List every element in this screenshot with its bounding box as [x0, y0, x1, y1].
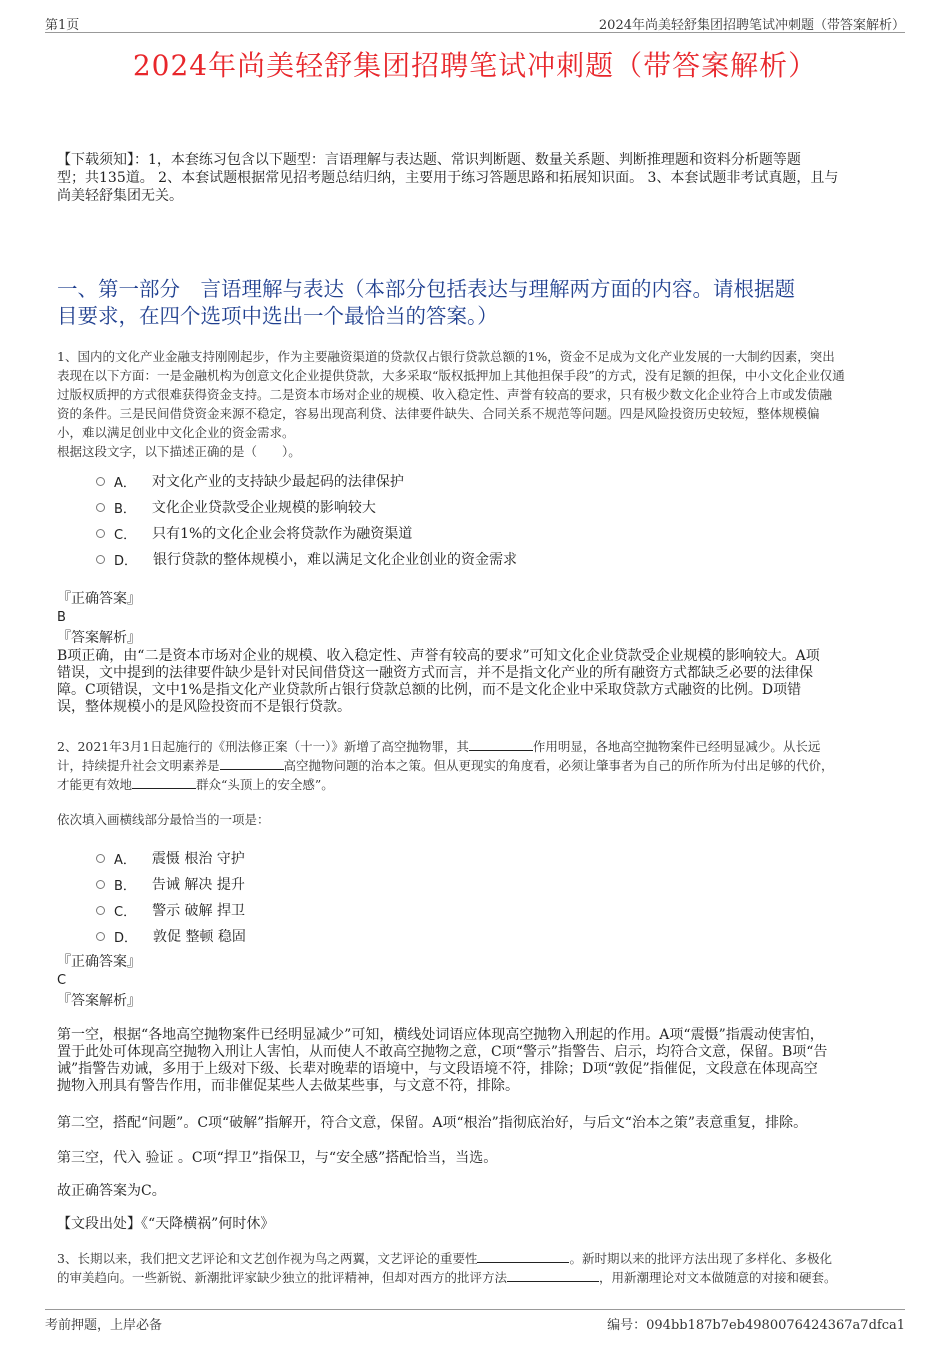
stem-line: 才能更有效地 群众“头顶上的安全感”。: [57, 777, 334, 792]
analysis-line: 第一空，根据“各地高空抛物案件已经明显减少”可知，横线处词语应体现高空抛物入刑起的作用。A项“震慑”指震动使害怕，: [57, 1027, 824, 1043]
q2-analysis-blank2: 第二空，搭配“问题”。C项“破解”指解开，符合文意，保留。A项“根治”指彻底治好，与后文“治本之策”表意重复，排除。: [57, 1115, 808, 1131]
option-letter: A．: [114, 852, 136, 868]
q1-analysis-heading: 『答案解析』: [57, 630, 141, 646]
stem-line: 小，难以满足创业中文化企业的资金需求。: [57, 425, 295, 440]
analysis-line: 障。C项错误，文中1%是指文化产业贷款所占银行贷款总额的比例，而不是文化企业中采取贷款方式融资的比例。D项错: [57, 682, 802, 698]
download-notice: [57, 151, 897, 205]
option-letter: C．: [114, 904, 137, 920]
analysis-line: 置于此处可体现高空抛物入刑让人害怕，从而使人不敢高空抛物之意，C项“警示”指警告、启示，均符合文意，保留。B项“告: [57, 1044, 828, 1060]
q2-option-c[interactable]: [96, 900, 245, 920]
header-divider: [45, 32, 905, 33]
radio-icon[interactable]: [96, 932, 105, 941]
footer-divider: [45, 1309, 905, 1310]
section-heading: [57, 276, 897, 330]
q2-analysis-heading: 『答案解析』: [57, 993, 141, 1009]
option-letter: A．: [114, 475, 136, 491]
page-title: 2024年尚美轻舒集团招聘笔试冲刺题（带答案解析）: [132, 49, 818, 82]
q1-option-c[interactable]: [96, 523, 412, 543]
radio-icon[interactable]: [96, 503, 105, 512]
stem-line: 1、国内的文化产业金融支持刚刚起步，作为主要融资渠道的贷款仅占银行贷款总额的1%，资金不足成为文化产业发展的一大制约因素，突出: [57, 349, 835, 364]
fill-blank: [132, 788, 196, 789]
q1-answer-heading: 『正确答案』: [57, 591, 141, 607]
stem-line: 2、2021年3月1日起施行的《刑法修正案（十一）》新增了高空抛物罪，其 作用明显，各地高空抛物案件已经明显减少。从长远: [57, 739, 821, 754]
stem-line: 的审美趋向。一些新锐、新潮批评家缺少独立的批评精神，但却对西方的批评方法 ，用新潮理论对文本做随意的对接和硬套。: [57, 1270, 837, 1285]
option-text: 文化企业贷款受企业规模的影响较大: [151, 500, 376, 516]
q2-source: 【文段出处】《“天降横祸”何时休》: [57, 1216, 275, 1232]
notice-line: 型；共135道。 2、本套试题根据常见招考题总结归纳，主要用于练习答题思路和拓展知识面。 3、本套试题非考试真题，且与: [57, 170, 839, 186]
question-3-stem: [57, 1249, 907, 1287]
q1-analysis: [57, 648, 889, 716]
option-text: 震慑 根治 守护: [151, 851, 245, 867]
option-text: 警示 破解 捍卫: [152, 903, 245, 919]
footer-serial: 编号：094bb187b7eb4980076424367a7dfca1: [607, 1318, 905, 1333]
option-letter: D．: [114, 553, 138, 569]
q1-option-b[interactable]: [96, 497, 376, 517]
q2-option-b[interactable]: [96, 874, 245, 894]
fill-blank: [220, 769, 284, 770]
q1-option-d[interactable]: [96, 549, 517, 569]
page-number: 第1页: [45, 18, 80, 33]
analysis-line: 误，整体规模小的是风险投资而不是银行贷款。: [57, 699, 351, 715]
q2-option-d[interactable]: [96, 926, 246, 946]
section-heading-line: 一、第一部分 言语理解与表达（本部分包括表达与理解两方面的内容。请根据题: [57, 277, 795, 301]
radio-icon[interactable]: [96, 906, 105, 915]
footer-slogan: 考前押题，上岸必备: [45, 1318, 163, 1333]
option-text: 告诫 解决 提升: [151, 877, 245, 893]
option-text: 对文化产业的支持缺少最起码的法律保护: [151, 474, 404, 490]
notice-line: 【下载须知】：1，本套练习包含以下题型：言语理解与表达题、常识判断题、数量关系题、判断推理题和资料分析题等题: [57, 152, 801, 168]
analysis-line: 诫”指警告劝诫，多用于上级对下级、长辈对晚辈的语境中，与文段语境不符，排除；D项“敦促”指催促，文段意在体现高空: [57, 1061, 818, 1077]
stem-line: 3、长期以来，我们把文艺评论和文艺创作视为鸟之两翼，文艺评论的重要性 。新时期以来的批评方法出现了多样化、多极化: [57, 1251, 832, 1266]
question-2-stem: [57, 737, 907, 794]
q1-answer: B: [57, 610, 66, 625]
question-1-stem: [57, 347, 902, 461]
q2-option-a[interactable]: [96, 848, 245, 868]
header-doc-title: 2024年尚美轻舒集团招聘笔试冲刺题（带答案解析）: [598, 18, 905, 33]
radio-icon[interactable]: [96, 555, 105, 564]
stem-line: 过版权质押的方式很难获得资金支持。二是资本市场对企业的规模、收入稳定性、声誉有较高的要求，只有极少数文化企业符合上市或发债融: [57, 387, 833, 402]
analysis-line: B项正确，由“二是资本市场对企业的规模、收入稳定性、声誉有较高的要求”可知文化企业贷款受企业规模的影响较大。A项: [57, 648, 820, 664]
option-letter: B．: [114, 501, 136, 517]
stem-line: 计，持续提升社会文明素养是 高空抛物问题的治本之策。但从更现实的角度看，必须让肇事者为自己的所作所为付出足够的代价，: [57, 758, 834, 773]
q1-option-a[interactable]: [96, 471, 404, 491]
radio-icon[interactable]: [96, 880, 105, 889]
radio-icon[interactable]: [96, 854, 105, 863]
fill-blank: [469, 750, 533, 751]
fill-blank: [477, 1262, 569, 1263]
option-text: 只有1%的文化企业会将贷款作为融资渠道: [152, 526, 413, 542]
option-text: 敦促 整顿 稳固: [153, 929, 246, 945]
q2-answer: C: [57, 973, 67, 988]
q2-analysis-blank3: 第三空，代入 验证 。C项“捍卫”指保卫，与“安全感”搭配恰当，当选。: [57, 1150, 498, 1166]
analysis-line: 错误，文中提到的法律要件缺少是针对民间借贷这一融资方式而言，并不是指文化产业的所有融资方式都缺乏必要的法律保: [57, 665, 813, 681]
q2-answer-heading: 『正确答案』: [57, 954, 141, 970]
option-text: 银行贷款的整体规模小，难以满足文化企业创业的资金需求: [153, 552, 518, 568]
stem-line: 资的条件。三是民间借贷资金来源不稳定，容易出现高利贷、法律要件缺失、合同关系不规范等问题。四是风险投资历史较短，整体规模偏: [57, 406, 820, 421]
analysis-line: 抛物入刑具有警告作用，而非催促某些人去做某些事，与文意不符，排除。: [57, 1078, 519, 1094]
notice-line: 尚美轻舒集团无关。: [57, 188, 183, 204]
q2-prompt: 依次填入画横线部分最恰当的一项是：: [57, 812, 270, 827]
option-letter: D．: [114, 930, 138, 946]
fill-blank: [507, 1281, 599, 1282]
q2-analysis-blank1: [57, 1027, 889, 1095]
option-letter: C．: [114, 527, 137, 543]
section-heading-line: 目要求，在四个选项中选出一个最恰当的答案。）: [57, 304, 498, 328]
q2-analysis-conclusion: 故正确答案为C。: [57, 1183, 166, 1199]
option-letter: B．: [114, 878, 136, 894]
radio-icon[interactable]: [96, 477, 105, 486]
stem-line: 表现在以下方面：一是金融机构为创意文化企业提供贷款，大多采取“版权抵押加上其他担保手段”的方式，没有足额的担保，中小文化企业仅通: [57, 368, 845, 383]
stem-line: 根据这段文字，以下描述正确的是（ ）。: [57, 444, 301, 459]
radio-icon[interactable]: [96, 529, 105, 538]
